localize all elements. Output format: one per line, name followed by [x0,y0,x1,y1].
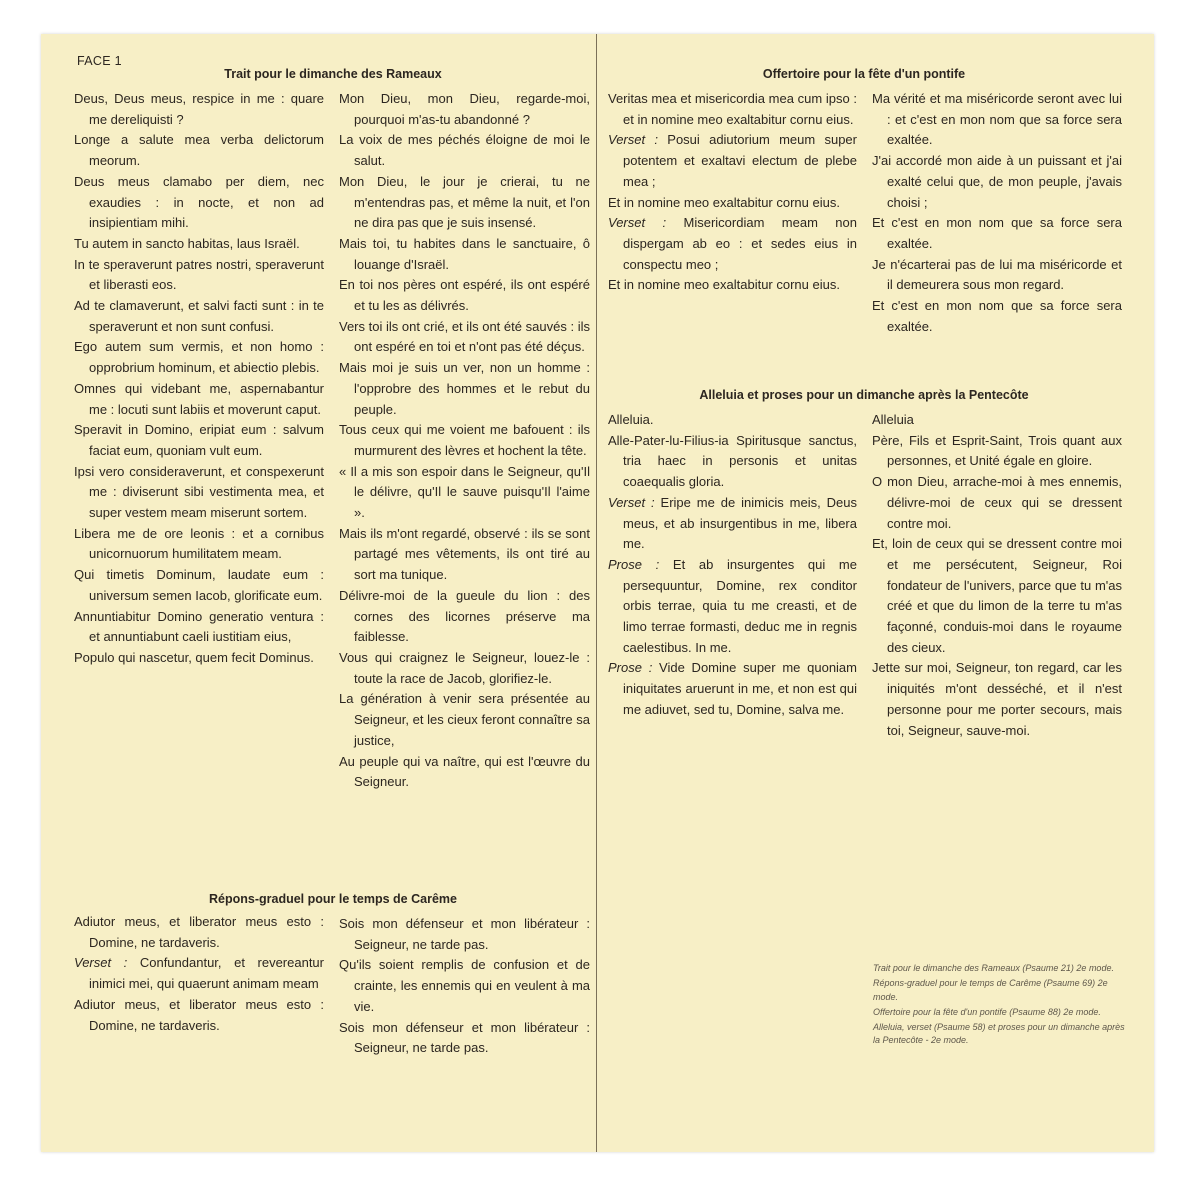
repons-latin-column [74,912,324,1036]
french-verse: Et c'est en mon nom que sa force sera exaltée. [872,215,1122,251]
french-verse: Père, Fils et Esprit-Saint, Trois quant aux personnes, et Unité égale en gloire. [872,432,1122,469]
french-verse: Sois mon défenseur et mon libérateur : Seigneur, ne tarde pas. [339,1019,590,1056]
french-verse: Et, loin de ceux qui se dressent contre moi et me persécutent, Seigneur, Roi fondateur de l'univers, parce que tu m'as créé et que du limon de la terre tu m'as façonné, conduis-moi dans le royaume des cieux. [872,536,1122,655]
alleluia-title: Alleluia et proses pour un dimanche après la Pentecôte [699,388,1029,402]
french-verse: O mon Dieu, arrache-moi à mes ennemis, délivre-moi de ceux qui se dressent contre moi. [872,474,1122,531]
latin-verse [608,493,857,555]
french-verse: En toi nos pères ont espéré, ils ont espéré et tu les as délivrés. [339,277,590,314]
latin-verse [608,213,857,275]
latin-verse: Libera me de ore leonis : et a cornibus unicornuorum humilitatem meam. [74,525,324,562]
french-verse: Mais toi, tu habites dans le sanctuaire, ô louange d'Israël. [339,235,590,272]
french-verse: Vous qui craignez le Seigneur, louez-le : toute la race de Jacob, glorifiez-le. [339,649,590,686]
french-verse: J'ai accordé mon aide à un puissant et j'ai exalté celui que, de mon peuple, j'avais choisi ; [872,153,1122,210]
latin-verse: Longe a salute mea verba delictorum meorum. [74,132,324,169]
latin-verse [608,431,857,493]
latin-verse: Ipsi vero consideraverunt, et conspexerunt me : diviserunt sibi vestimenta mea, et super vestem meam miserunt sortem. [74,463,324,521]
verse-text: Et ab insurgentes qui me persequuntur, Domine, rex conditor orbis terrae, quia tu me creasti, et de limo terrae formasti, deduc me in regnis caelestibus. In me. [623,556,857,655]
verse-text: Misericordiam meam non dispergam ab eo : et sedes eius in conspectu meo ; [623,215,857,272]
latin-verse [608,658,857,720]
latin-verse: Qui timetis Dominum, laudate eum : universum semen Iacob, glorificate eum. [74,567,324,603]
offertoire-title: Offertoire pour la fête d'un pontife [762,67,966,81]
french-verse: Jette sur moi, Seigneur, ton regard, car les iniquités m'ont desséché, et il n'est personne pour me porter secours, mais toi, Seigneur, sauve-moi. [872,660,1122,738]
latin-verse [608,410,857,431]
latin-verse: Speravit in Domino, eripiat eum : salvum faciat eum, quoniam vult eum. [74,422,324,458]
latin-verse: Annuntiabitur Domino generatio ventura : et annuntiabunt caeli iustitiam eius, [74,608,324,645]
verse-text: Eripe me de inimicis meis, Deus meus, et ab insurgentibus in me, libera me. [623,494,857,552]
french-verse: Au peuple qui va naître, qui est l'œuvre du Seigneur. [339,753,590,790]
verse-label: Verset : [608,132,658,148]
verse-label: Verset : [74,955,128,971]
latin-verse [608,555,857,659]
latin-verse [74,953,324,994]
repons-title: Répons-graduel pour le temps de Carême [209,892,457,906]
french-verse: Qu'ils soient remplis de confusion et de crainte, les ennemis qui en veulent à ma vie. [339,957,590,1014]
latin-verse [608,275,857,296]
verse-label: Verset : [608,494,655,510]
french-verse: Mon Dieu, mon Dieu, regarde-moi, pourquoi m'as-tu abandonné ? [339,91,590,127]
note-item: Alleluia, verset (Psaume 58) et proses pour un dimanche après la Pentecôte - 2e mode. [873,1022,1125,1046]
verse-text: Et in nomine meo exaltabitur cornu eius. [608,277,840,293]
french-verse: Mais ils m'ont regardé, observé : ils se sont partagé mes vêtements, ils ont tiré au sort ma tunique. [339,525,590,583]
latin-verse [608,193,857,214]
french-verse: « Il a mis son espoir dans le Seigneur, qu'Il le délivre, qu'Il le sauve puisqu'Il l'aime ». [339,463,590,521]
latin-verse: Ego autem sum vermis, et non homo : opprobrium hominum, et abiectio plebis. [74,339,324,376]
latin-verse: Ad te clamaverunt, et salvi facti sunt : in te speraverunt et non sunt confusi. [74,298,324,334]
french-verse: Ma vérité et ma miséricorde seront avec lui : et c'est en mon nom que sa force sera exaltée. [872,91,1122,148]
verse-label: Verset : [608,215,667,231]
offertoire-french-column [872,89,1122,337]
french-verse: Délivre-moi de la gueule du lion : des cornes des licornes préserve ma faiblesse. [339,587,590,645]
latin-verse: Populo qui nascetur, quem fecit Dominus. [74,649,314,665]
latin-verse [74,995,324,1036]
note-item: Répons-graduel pour le temps de Carême (Psaume 69) 2e mode. [873,978,1108,1002]
trait-title: Trait pour le dimanche des Rameaux [224,67,442,81]
verse-text: Adiutor meus, et liberator meus esto : Domine, ne tardaveris. [74,996,324,1033]
french-verse: Tous ceux qui me voient me bafouent : ils murmurent des lèvres et hochent la tête. [339,422,590,458]
latin-verse: Deus, Deus meus, respice in me : quare me dereliquisti ? [74,91,324,127]
verse-text: Confundantur, et revereantur inimici mei, qui quaerunt animam meam [89,955,324,992]
latin-verse: Omnes qui videbant me, aspernabantur me : locuti sunt labiis et moverunt caput. [74,380,324,417]
french-verse: Vers toi ils ont crié, et ils ont été sauvés : ils ont espéré en toi et n'ont pas été déçus. [339,318,590,355]
trait-french-column [339,89,590,793]
mode-notes [873,962,1128,1050]
french-verse: La génération à venir sera présentée au Seigneur, et les cieux feront connaître sa justice, [339,691,590,748]
french-verse: Mais moi je suis un ver, non un homme : l'opprobre des hommes et le rebut du peuple. [339,360,590,417]
note-item: Offertoire pour la fête d'un pontife (Psaume 88) 2e mode. [873,1006,1101,1017]
verse-text: Veritas mea et misericordia mea cum ipso : et in nomine meo exaltabitur cornu eius. [608,91,857,127]
trait-latin-column [74,89,324,669]
note-item: Trait pour le dimanche des Rameaux (Psaume 21) 2e mode. [873,963,1114,973]
latin-verse: In te speraverunt patres nostri, speraverunt et liberasti eos. [74,256,324,293]
center-fold-line [596,34,597,1152]
alleluia-french-column [872,410,1122,741]
repons-french-column [339,914,590,1059]
verse-label: Prose : [608,556,660,572]
offertoire-latin-column [608,89,857,296]
verse-text: Adiutor meus, et liberator meus esto : Domine, ne tardaveris. [74,914,324,950]
french-verse: Alleluia [872,412,914,427]
french-verse: Mon Dieu, le jour je crierai, tu ne m'entendras pas, et même la nuit, et l'on ne dira pas que je suis insensé. [339,173,590,231]
verse-text: Alle-Pater-lu-Filius-ia Spiritusque sanctus, tria haec in personis et unitas coaequalis gloria. [608,432,857,490]
verse-text: Vide Domine super me quoniam iniquitates aruerunt in me, et non est qui me adiuvet, sed tu, Domine, salva me. [623,660,857,717]
latin-verse [608,89,857,130]
french-verse: Sois mon défenseur et mon libérateur : Seigneur, ne tarde pas. [339,916,590,952]
latin-verse: Tu autem in sancto habitas, laus Israël. [74,235,300,251]
latin-verse: Deus meus clamabo per diem, nec exaudies : in nocte, et non ad insipientiam mihi. [74,173,324,231]
french-verse: La voix de mes péchés éloigne de moi le salut. [339,132,590,169]
verse-text: Posui adiutorium meum super potentem et exaltavi electum de plebe mea ; [623,132,857,189]
alleluia-latin-column [608,410,857,721]
latin-verse [608,130,857,192]
french-verse: Et c'est en mon nom que sa force sera exaltée. [872,298,1122,334]
verse-text: Alleluia. [608,412,654,427]
verse-label: Prose : [608,660,653,676]
face-label: FACE 1 [77,54,122,68]
latin-verse [74,912,324,953]
verse-text: Et in nomine meo exaltabitur cornu eius. [608,194,840,210]
french-verse: Je n'écarterai pas de lui ma miséricorde et il demeurera sous mon regard. [872,256,1122,293]
